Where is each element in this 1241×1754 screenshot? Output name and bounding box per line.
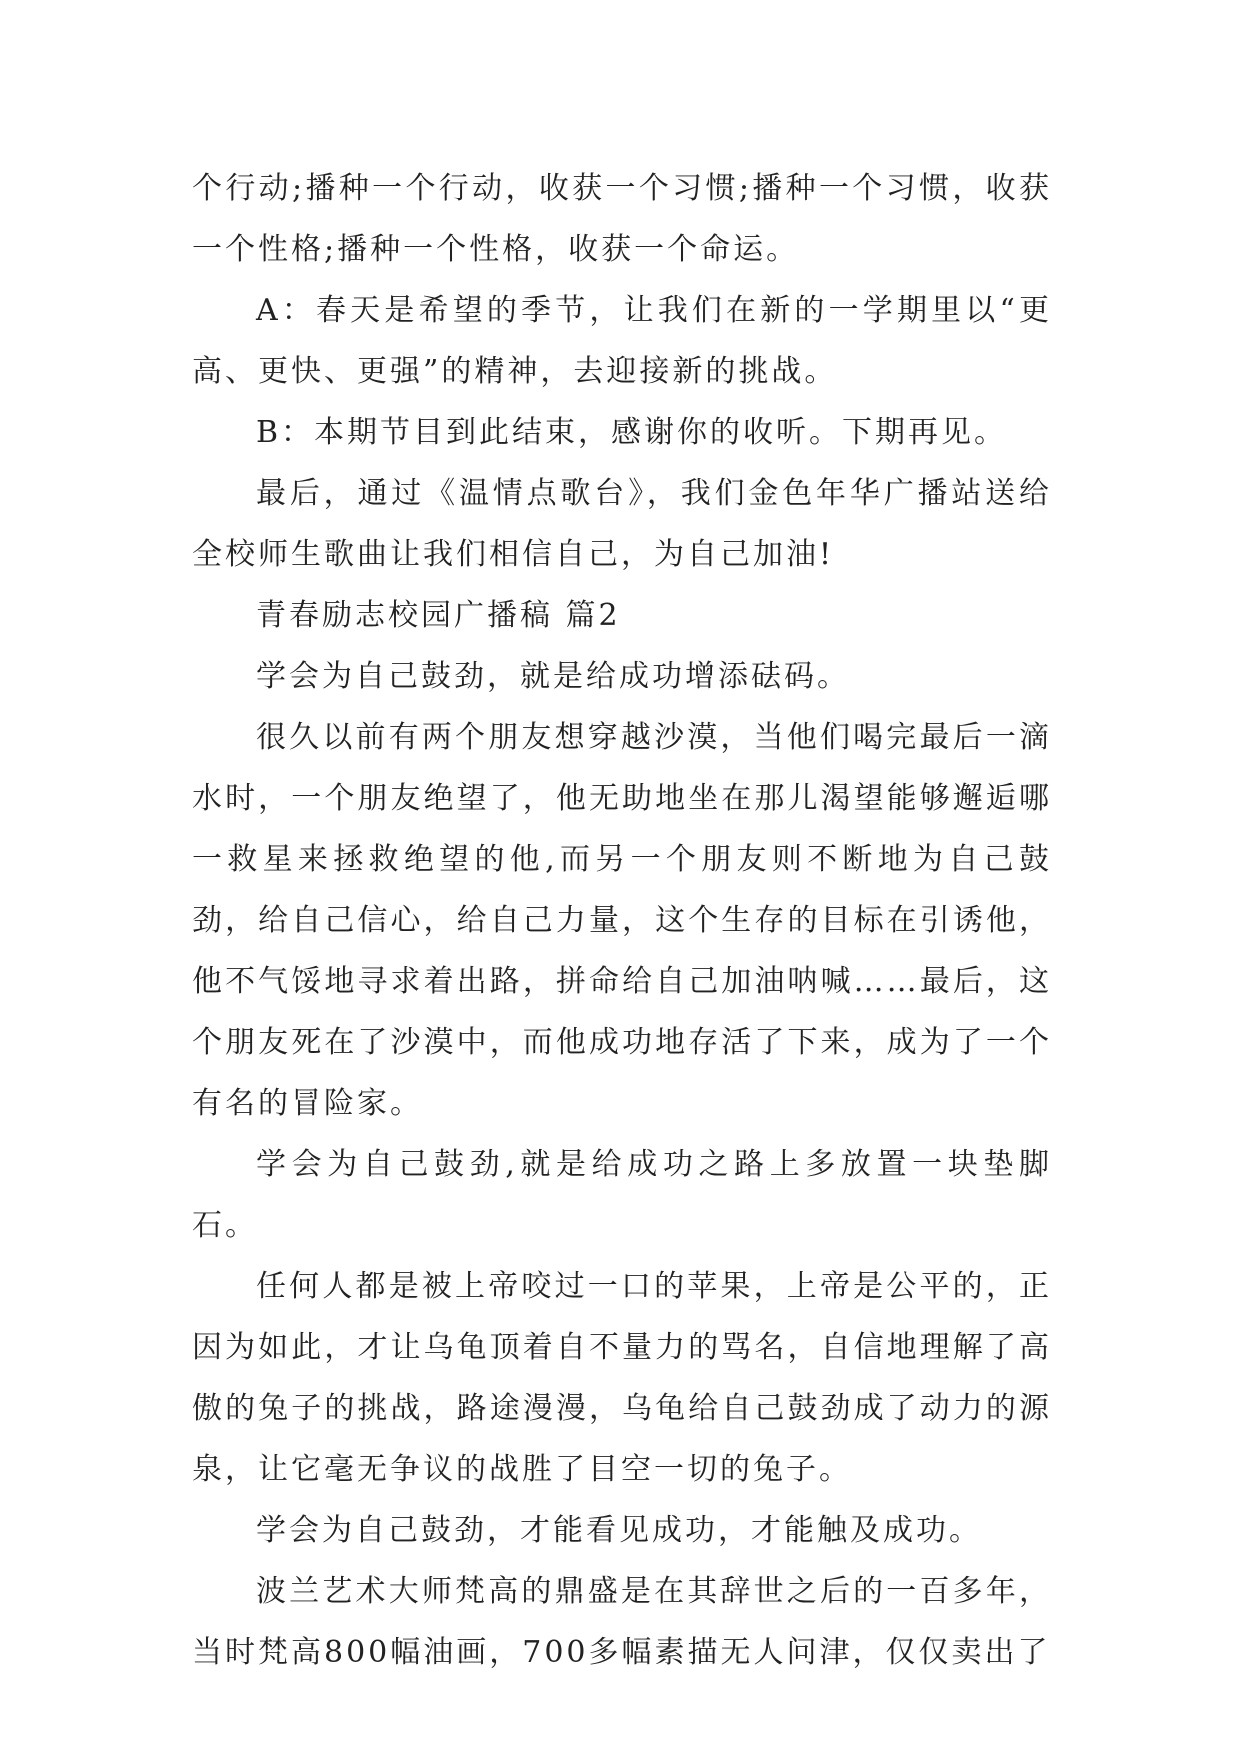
paragraph-2: A：春天是希望的季节，让我们在新的一学期里以“更高、更快、更强”的精神，去迎接新的挑战。 [192, 293, 1052, 389]
paragraph-6: 学会为自己鼓劲，就是给成功增添砝码。 [256, 659, 850, 694]
paragraph-9: 任何人都是被上帝咬过一口的苹果，上帝是公平的，正因为如此，才让乌龟顶着自不量力的骂名，自信地理解了高傲的兔子的挑战，路途漫漫，乌龟给自己鼓劲成了动力的源泉，让它毫无争议的战胜了目空一切的兔子。 [192, 1269, 1052, 1487]
paragraph-8: 学会为自己鼓劲,就是给成功之路上多放置一块垫脚石。 [192, 1147, 1052, 1243]
paragraph-1: 个行动;播种一个行动，收获一个习惯;播种一个习惯，收获一个性格;播种一个性格，收获一个命运。 [192, 171, 1052, 267]
paragraph-7: 很久以前有两个朋友想穿越沙漠，当他们喝完最后一滴水时，一个朋友绝望了，他无助地坐在那儿渴望能够邂逅哪一救星来拯救绝望的他,而另一个朋友则不断地为自己鼓劲，给自己信心，给自己力量，这个生存的目标在引诱他，他不气馁地寻求着出路，拼命给自己加油呐喊……最后，这个朋友死在了沙漠中，而他成功地存活了下来，成为了一个有名的冒险家。 [192, 720, 1052, 1121]
paragraph-11: 波兰艺术大师梵高的鼎盛是在其辞世之后的一百多年，当时梵高800幅油画，700多幅素描无人问津，仅仅卖出了 [192, 1574, 1052, 1670]
paragraph-4: 最后，通过《温情点歌台》，我们金色年华广播站送给全校师生歌曲让我们相信自己，为自己加油! [192, 476, 1052, 572]
paragraph-3: B：本期节目到此结束，感谢你的收听。下期再见。 [256, 415, 1008, 450]
document-body [192, 158, 1052, 1683]
section-heading: 青春励志校园广播稿 篇2 [256, 598, 621, 633]
paragraph-10: 学会为自己鼓劲，才能看见成功，才能触及成功。 [256, 1513, 982, 1548]
